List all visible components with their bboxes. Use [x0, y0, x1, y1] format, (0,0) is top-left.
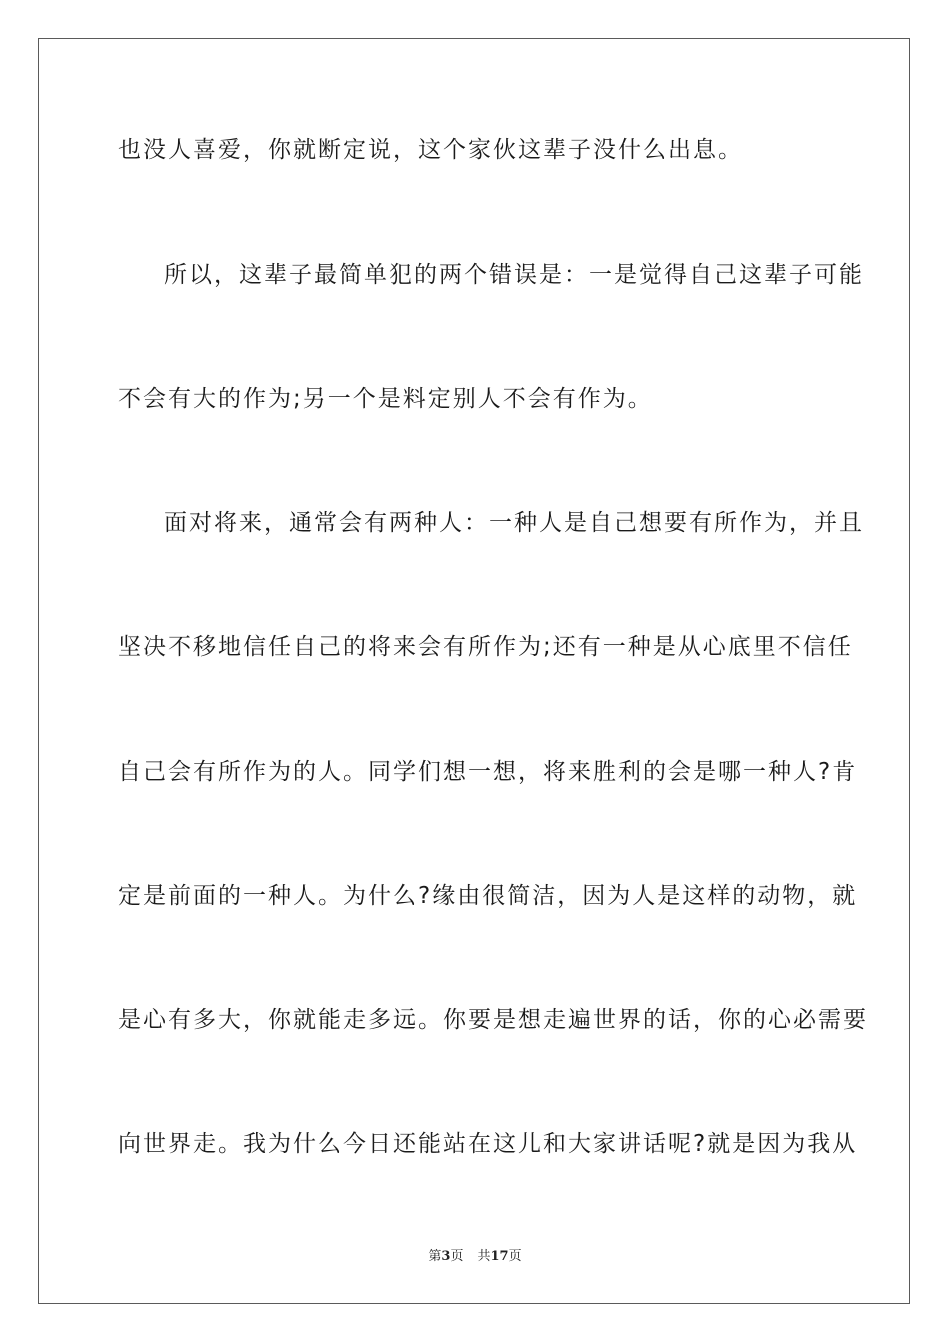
current-page-number: 3 — [441, 1249, 451, 1264]
footer-total-suffix: 页 — [508, 1249, 522, 1264]
text-line-2: 所以，这辈子最简单犯的两个错误是：一是觉得自己这辈子可能 — [164, 262, 864, 288]
footer-prefix: 第 — [428, 1249, 442, 1264]
page-border — [38, 38, 910, 1304]
text-line-8: 是心有多大，你就能走多远。你要是想走遍世界的话，你的心必需要 — [118, 1007, 868, 1033]
text-line-1: 也没人喜爱，你就断定说，这个家伙这辈子没什么出息。 — [118, 137, 743, 163]
text-line-3: 不会有大的作为;另一个是料定别人不会有作为。 — [118, 386, 653, 412]
text-line-7: 定是前面的一种人。为什么?缘由很简洁，因为人是这样的动物，就 — [118, 883, 858, 909]
text-line-9: 向世界走。我为什么今日还能站在这儿和大家讲话呢?就是因为我从 — [118, 1131, 858, 1157]
text-line-5: 坚决不移地信任自己的将来会有所作为;还有一种是从心底里不信任 — [118, 634, 853, 660]
text-line-6: 自己会有所作为的人。同学们想一想，将来胜利的会是哪一种人?肯 — [118, 759, 858, 785]
text-line-4: 面对将来，通常会有两种人：一种人是自己想要有所作为，并且 — [164, 510, 864, 536]
footer-page-suffix: 页 — [450, 1249, 464, 1264]
page-footer — [0, 1248, 950, 1266]
total-pages-number: 17 — [490, 1249, 509, 1264]
footer-total-prefix: 共 — [477, 1249, 491, 1264]
